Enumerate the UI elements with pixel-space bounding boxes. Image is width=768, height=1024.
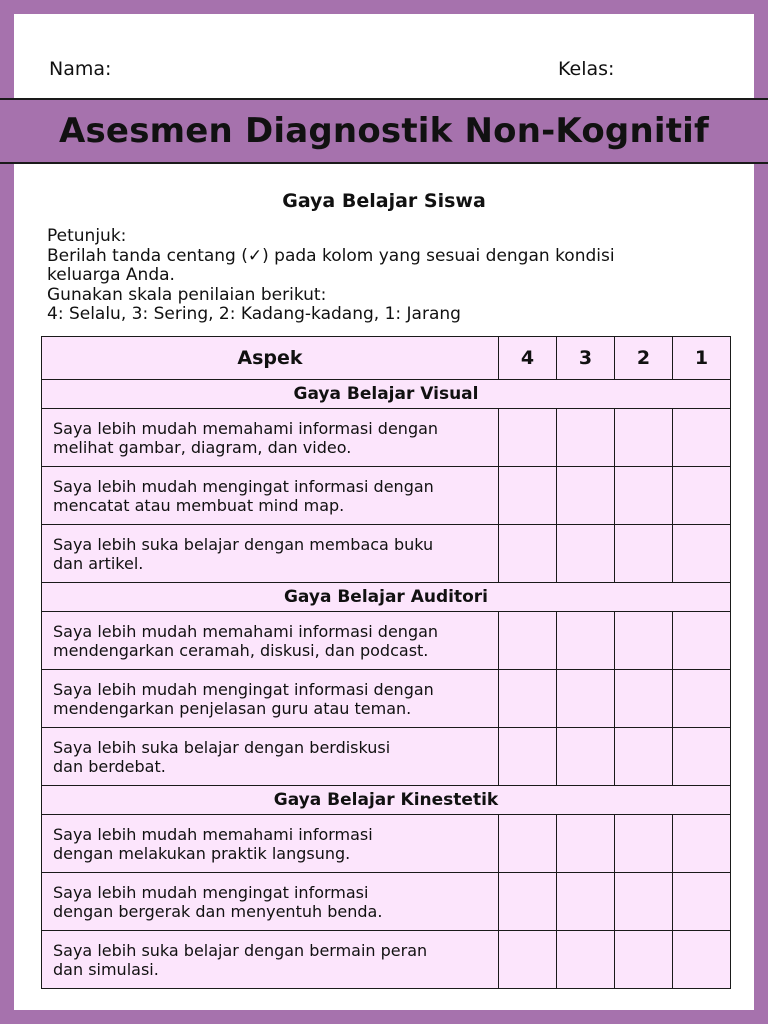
checkbox-cell-3[interactable]	[557, 409, 615, 467]
checkbox-cell-3[interactable]	[557, 525, 615, 583]
checkbox-cell-4[interactable]	[499, 409, 557, 467]
table-row	[42, 525, 731, 583]
statement-cell	[42, 409, 499, 467]
checkbox-cell-2[interactable]	[615, 931, 673, 989]
statement-cell	[42, 670, 499, 728]
table-row	[42, 873, 731, 931]
statement-line: melihat gambar, diagram, dan video.	[53, 437, 352, 457]
checkbox-cell-2[interactable]	[615, 467, 673, 525]
worksheet-page	[14, 14, 754, 1010]
checkbox-cell-2[interactable]	[615, 409, 673, 467]
instruction-line: Gunakan skala penilaian berikut:	[47, 284, 327, 305]
checkbox-cell-3[interactable]	[557, 467, 615, 525]
section-row	[42, 380, 731, 409]
statement-line: dengan bergerak dan menyentuh benda.	[53, 901, 383, 921]
statement-line: dan artikel.	[53, 553, 144, 573]
checkbox-cell-1[interactable]	[673, 728, 731, 786]
column-header-3: 3	[557, 337, 615, 380]
column-header-1: 1	[673, 337, 731, 380]
checkbox-cell-3[interactable]	[557, 815, 615, 873]
assessment-table	[41, 336, 731, 989]
checkbox-cell-3[interactable]	[557, 931, 615, 989]
statement-line: Saya lebih mudah memahami informasi dengan	[53, 418, 439, 438]
table-header-row	[42, 337, 731, 380]
kelas-label: Kelas:	[558, 58, 615, 80]
checkbox-cell-3[interactable]	[557, 612, 615, 670]
statement-line: mendengarkan ceramah, diskusi, dan podcast.	[53, 640, 429, 660]
column-header-2: 2	[615, 337, 673, 380]
checkbox-cell-1[interactable]	[673, 931, 731, 989]
statement-line: dan berdebat.	[53, 756, 166, 776]
statement-cell	[42, 815, 499, 873]
instruction-line: keluarga Anda.	[47, 265, 175, 285]
statement-line: Saya lebih mudah mengingat informasi	[53, 882, 369, 902]
instruction-line: Petunjuk:	[47, 226, 127, 246]
table-row	[42, 409, 731, 467]
column-header-aspek: Aspek	[42, 337, 499, 380]
statement-cell	[42, 612, 499, 670]
statement-line: mendengarkan penjelasan guru atau teman.	[53, 698, 412, 718]
statement-cell	[42, 525, 499, 583]
checkbox-cell-3[interactable]	[557, 873, 615, 931]
statement-cell	[42, 931, 499, 989]
section-title: Gaya Belajar Kinestetik	[42, 786, 731, 815]
statement-cell	[42, 873, 499, 931]
table-row	[42, 670, 731, 728]
table-row	[42, 612, 731, 670]
page-title: Asesmen Diagnostik Non-Kognitif	[58, 111, 710, 151]
checkbox-cell-1[interactable]	[673, 409, 731, 467]
statement-line: mencatat atau membuat mind map.	[53, 495, 345, 515]
checkbox-cell-2[interactable]	[615, 873, 673, 931]
section-title: Gaya Belajar Auditori	[42, 583, 731, 612]
section-row	[42, 583, 731, 612]
checkbox-cell-4[interactable]	[499, 525, 557, 583]
checkbox-cell-4[interactable]	[499, 931, 557, 989]
table-row	[42, 467, 731, 525]
checkbox-cell-2[interactable]	[615, 612, 673, 670]
checkbox-cell-2[interactable]	[615, 670, 673, 728]
checkbox-cell-4[interactable]	[499, 612, 557, 670]
student-info-row	[14, 58, 754, 82]
statement-line: dan simulasi.	[53, 959, 159, 979]
checkbox-cell-1[interactable]	[673, 525, 731, 583]
statement-line: Saya lebih mudah mengingat informasi dengan	[53, 476, 434, 496]
table-row	[42, 931, 731, 989]
instruction-line: 4: Selalu, 3: Sering, 2: Kadang-kadang, 1: Jarang	[47, 304, 461, 324]
checkbox-cell-1[interactable]	[673, 873, 731, 931]
page-subtitle: Gaya Belajar Siswa	[282, 190, 486, 212]
statement-cell	[42, 467, 499, 525]
checkbox-cell-4[interactable]	[499, 467, 557, 525]
statement-line: Saya lebih mudah memahami informasi	[53, 824, 373, 844]
checkbox-cell-1[interactable]	[673, 612, 731, 670]
checkbox-cell-4[interactable]	[499, 873, 557, 931]
table-row	[42, 728, 731, 786]
checkbox-cell-1[interactable]	[673, 467, 731, 525]
instruction-line: Berilah tanda centang (✓) pada kolom yang sesuai dengan kondisi	[47, 245, 615, 266]
checkbox-cell-1[interactable]	[673, 815, 731, 873]
section-title: Gaya Belajar Visual	[42, 380, 731, 409]
column-header-4: 4	[499, 337, 557, 380]
statement-line: Saya lebih suka belajar dengan membaca buku	[53, 534, 434, 554]
checkbox-cell-3[interactable]	[557, 670, 615, 728]
checkbox-cell-3[interactable]	[557, 728, 615, 786]
checkbox-cell-2[interactable]	[615, 815, 673, 873]
instructions	[47, 227, 687, 325]
checkbox-cell-2[interactable]	[615, 728, 673, 786]
table-row	[42, 815, 731, 873]
statement-line: Saya lebih mudah mengingat informasi dengan	[53, 679, 434, 699]
nama-label: Nama:	[49, 58, 112, 80]
checkbox-cell-2[interactable]	[615, 525, 673, 583]
statement-line: Saya lebih suka belajar dengan berdiskusi	[53, 737, 391, 757]
table-body	[42, 380, 731, 989]
section-row	[42, 786, 731, 815]
statement-line: dengan melakukan praktik langsung.	[53, 843, 351, 863]
checkbox-cell-1[interactable]	[673, 670, 731, 728]
checkbox-cell-4[interactable]	[499, 670, 557, 728]
statement-cell	[42, 728, 499, 786]
statement-line: Saya lebih mudah memahami informasi dengan	[53, 621, 439, 641]
checkbox-cell-4[interactable]	[499, 815, 557, 873]
checkbox-cell-4[interactable]	[499, 728, 557, 786]
statement-line: Saya lebih suka belajar dengan bermain peran	[53, 940, 428, 960]
title-banner	[0, 98, 768, 164]
